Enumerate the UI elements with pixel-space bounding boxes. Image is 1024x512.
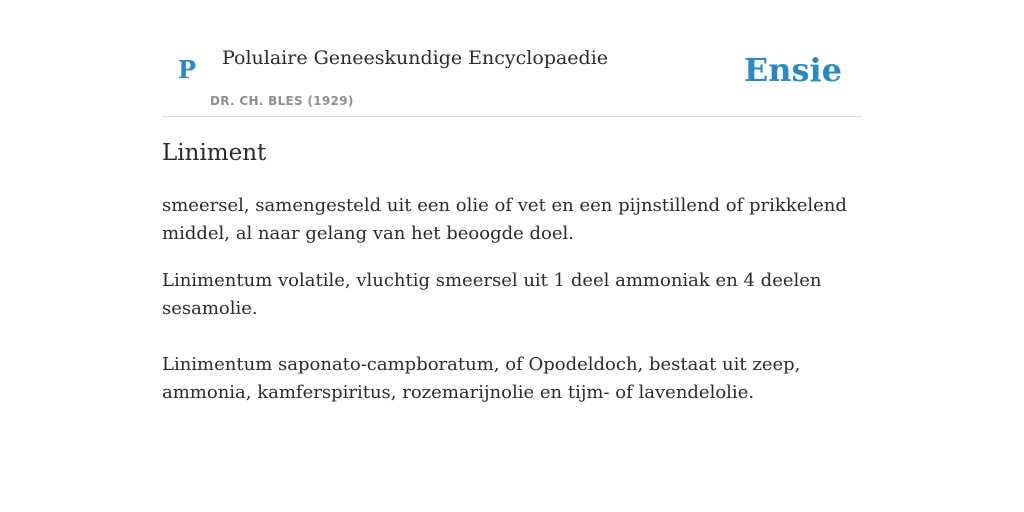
book-initial-link[interactable]: P bbox=[178, 55, 197, 84]
book-author: DR. CH. BLES (1929) bbox=[210, 94, 354, 108]
entry-article bbox=[162, 136, 872, 407]
entry-paragraph: smeersel, samengesteld uit een olie of vet en een pijnstillend of prikkelend middel, al naar gelang van het beoogde doel. bbox=[162, 195, 847, 244]
book-title[interactable]: Polulaire Geneeskundige Encyclopaedie bbox=[222, 47, 609, 69]
book-header bbox=[162, 0, 862, 117]
entry-paragraph: Linimentum saponato-campboratum, of Opodeldoch, bestaat uit zeep, ammonia, kamferspiritus, rozemarijnolie en tijm- of lavendelolie. bbox=[162, 354, 801, 403]
entry-paragraph: Linimentum volatile, vluchtig smeersel uit 1 deel ammoniak en 4 deelen sesamolie. bbox=[162, 270, 822, 319]
site-logo[interactable]: Ensie bbox=[743, 51, 842, 89]
entry-title: Liniment bbox=[162, 140, 267, 166]
